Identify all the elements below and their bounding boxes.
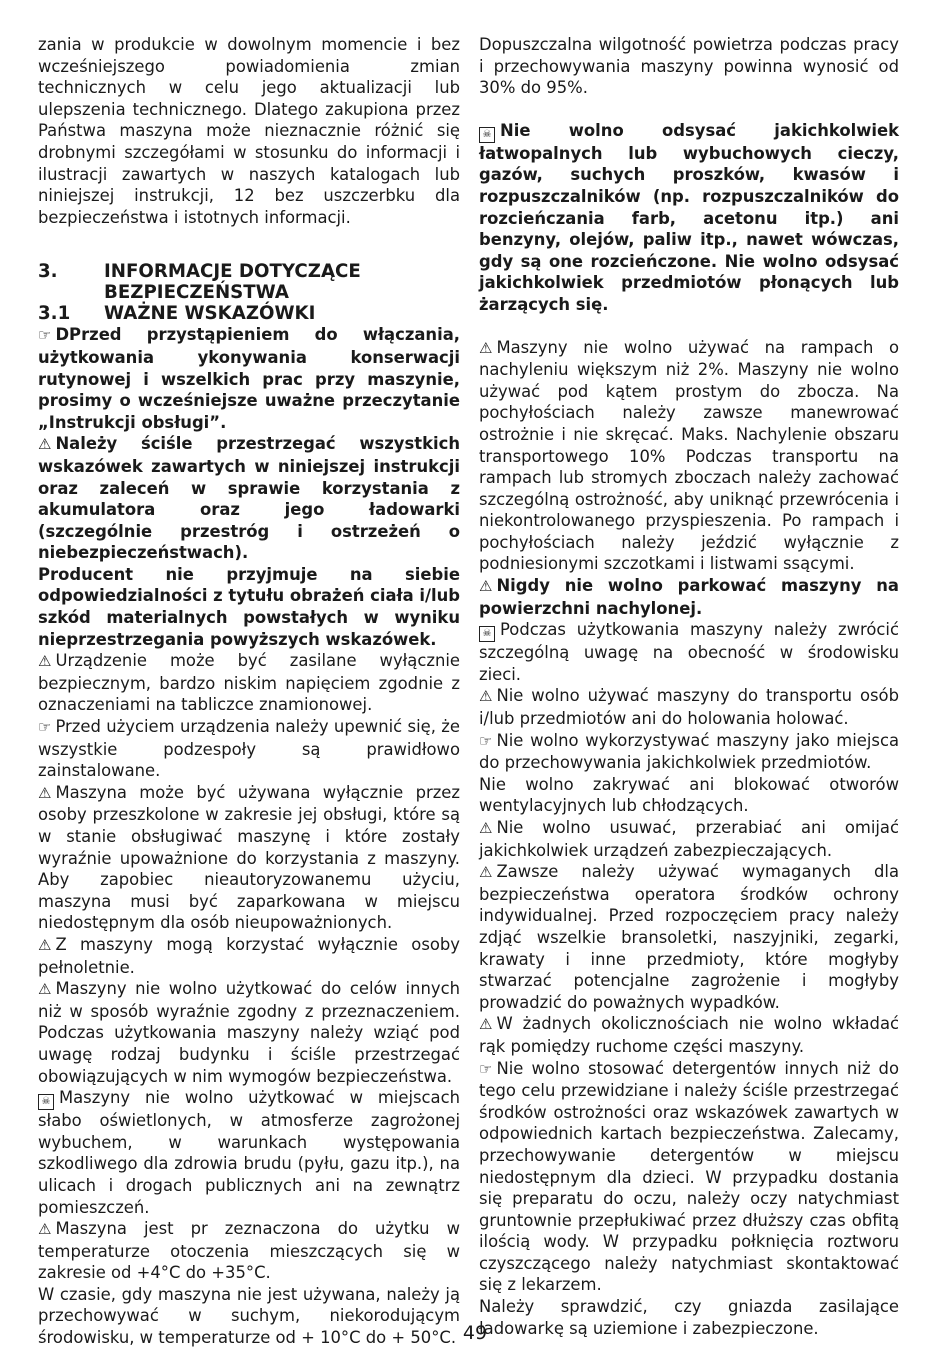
- components-check-note: ☞ Przed użyciem urządzenia należy upewnić się, że wszystkie podzespoły są prawidłowo zainstalowane.: [38, 717, 460, 781]
- instruction-follow-guidelines: ⚠ Należy ściśle przestrzegać wszystkich wskazówek zawartych w niniejszej instrukcji oraz zaleceń w sprawie korzystania z akumulatora oraz jego ładowarki (szczególnie przestróg i ostrzeżeń o niebezpieczeństwach).: [38, 434, 460, 563]
- hazard-box-icon: ☠: [479, 626, 495, 642]
- subsection-number: 3.1: [38, 303, 71, 325]
- page-number: 49: [462, 1322, 488, 1344]
- instruction-read-manual: ☞ DPrzed przystąpieniem do włączania, użytkowania ykonywania konserwacji rutynowej i wszelkich prac przy maszynie, prosimy o wcześniejsze uważne przeczytanie „Instrukcji obsługi”.: [38, 325, 460, 432]
- grounding-note: Należy sprawdzić, czy gniazda zasilające ładowarkę są uziemione i zabezpieczone.: [479, 1297, 899, 1338]
- warning-triangle-icon: ⚠: [38, 980, 52, 999]
- forbidden-locations-note: ☠ Maszyny nie wolno użytkować w miejscach słabo oświetlonych, w atmosferze zagrożonej wybuchem, w warunkach występowania szkodliwego dla zdrowia brudu (pyłu, gazu itp.), na ulicach i drogach publicznych ani na zewnątrz pomieszczeń.: [38, 1088, 460, 1217]
- adults-only-note: ⚠ Z maszyny mogą korzystać wyłącznie osoby pełnoletnie.: [38, 934, 460, 977]
- warning-triangle-icon: ⚠: [38, 935, 52, 954]
- detergents-note: ☞ Nie wolno stosować detergentów innych niż do tego celu przewidziane i należy ściśle przestrzegać środków ostrożności oraz wskazówek zawartych w odpowiednich kartach bezpieczeństwa. Zalecamy, przechowywanie detergentów w miejscu niedostępnym dla dzieci. W przypadku dostania się preparatu do oczu, należy oczy natychmiast gruntownie przepłukiwać przez dłuższy czas obfitą ilością wody. W przypadku połknięcia roztworu czyszczącego należy natychmiast skontaktować się z lekarzem.: [479, 1058, 899, 1295]
- warning-triangle-icon: ⚠: [38, 1220, 52, 1239]
- storage-note: W czasie, gdy maszyna nie jest używana, należy ją przechowywać w suchym, niekorodującym środowisku, w temperaturze od + 10°C do + 50°C.: [38, 1284, 460, 1348]
- no-parking-slope-warning: ⚠ Nigdy nie wolno parkować maszyny na powierzchni nachylonej.: [479, 576, 899, 618]
- warning-triangle-icon: ⚠: [479, 1015, 493, 1034]
- hazard-box-icon: ☠: [38, 1094, 54, 1110]
- warning-triangle-icon: ⚠: [38, 783, 52, 802]
- ramps-slope-note: ⚠ Maszyny nie wolno używać na rampach o nachyleniu większym niż 2%. Maszyny nie wolno używać pod kątem prostym do zbocza. Na pochyłościach należy zawsze manewrować ostrożnie i nie skręcać. Maks. Nachylenie obszaru transportowego 10% Podczas transportu na rampach lub stromych zboczach należy zachować szczególną ostrożność, aby uniknąć przewrócenia i niekontrolowanego przyspieszenia. Po rampach i pochyłościach należy jeździć wyłącznie z podniesionymi szczotkami i listwami ssącymi.: [479, 337, 899, 574]
- moving-parts-note: ⚠ W żadnych okolicznościach nie wolno wkładać rąk pomiędzy ruchome części maszyny.: [479, 1014, 899, 1056]
- pointing-hand-icon: ☞: [479, 1059, 493, 1078]
- trained-operators-note: ⚠ Maszyna może być używana wyłącznie przez osoby przeszkolone w zakresie jej obsługi, które są w stanie obsługiwać maszynę i które zostały wyraźnie upoważnione do korzystania z maszyny. Aby zapobiec nieautoryzowanemu użyciu, maszyna musi być zaparkowana w miejscu niedostępnym dla osób nieupoważnionych.: [38, 782, 460, 933]
- section-heading: [38, 261, 460, 303]
- section-title: INFORMACJE DOTYCZĄCE BEZPIECZEŃSTWA: [104, 261, 361, 304]
- warning-triangle-icon: ⚠: [479, 687, 493, 706]
- hazard-box-icon: ☠: [479, 127, 495, 143]
- pointing-hand-icon: ☞: [479, 731, 493, 750]
- safety-devices-note: ⚠ Nie wolno usuwać, przerabiać ani omijać jakichkolwiek urządzeń zabezpieczających.: [479, 818, 899, 860]
- protective-equipment-note: ⚠ Zawsze należy używać wymaganych dla bezpieczeństwa operatora środków ochrony indywidualnej. Przed rozpoczęciem pracy należy zdjąć wszelkie bransoletki, naszyjniki, zegarki, krawaty i inne przedmioty, które mogłyby stwarzać potencjalne zagrożenie i mogłyby prowadzić do poważnych wypadków.: [479, 862, 899, 1012]
- no-flammables-warning: ☠ Nie wolno odsysać jakichkolwiek łatwopalnych lub wybuchowych cieczy, gazów, suchych proszków, kwasów i rozpuszczalników (np. rozpuszczalników do rozcieńczania farb, acetonu itp.) ani benzyny, olejów, paliw itp., nawet wówczas, gdy są one rozcieńczone. Nie wolno odsysać jakichkolwiek przedmiotów płonących lub żarzących się.: [479, 120, 899, 314]
- intro-paragraph: zania w produkcie w dowolnym momencie i bez wcześniejszego powiadomienia zmian technicznych w celu jego aktualizacji lub ulepszenia technicznego. Dlatego zakupiona przez Państwa maszyna może nieznacznie różnić się drobnymi szczegółami w stosunku do informacji i ilustracji zawartych w naszych katalogach lub niniejszej instrukcji, 12 bez uszczerbku dla bezpieczeństwa i istotnych informacji.: [38, 35, 460, 227]
- no-transport-note: ⚠ Nie wolno używać maszyny do transportu osób i/lub przedmiotów ani do holowania holować.: [479, 686, 899, 729]
- warning-triangle-icon: ⚠: [38, 652, 52, 671]
- children-note: ☠ Podczas użytkowania maszyny należy zwrócić szczególną uwagę na obecność w środowisku zieci.: [479, 620, 899, 684]
- warning-triangle-icon: ⚠: [479, 338, 493, 357]
- humidity-note: Dopuszczalna wilgotność powietrza podczas pracy i przechowywania maszyny powinna wynosić od 30% do 95%.: [479, 35, 899, 98]
- subsection-title: WAŻNE WSKAZÓWKI: [104, 303, 316, 325]
- intended-use-note: ⚠ Maszyny nie wolno użytkować do celów innych niż w sposób wyraźnie zgodny z przeznaczeniem. Podczas użytkowania maszyny należy wziąć pod uwagę rodzaj budynku i ściśle przestrzegać obowiązujących w nim wymogów bezpieczeństwa.: [38, 979, 460, 1086]
- no-storage-note: ☞ Nie wolno wykorzystywać maszyny jako miejsca do przechowywania jakichkolwiek przedmiotów.: [479, 730, 899, 773]
- warning-triangle-icon: ⚠: [38, 435, 52, 454]
- pointing-hand-icon: ☞: [38, 326, 52, 345]
- warning-triangle-icon: ⚠: [479, 863, 493, 882]
- ventilation-note: Nie wolno zakrywać ani blokować otworów wentylacyjnych lub chłodzących.: [479, 774, 899, 816]
- liability-disclaimer: Producent nie przyjmuje na siebie odpowiedzialności z tytułu obrażeń ciała i/lub szkód materialnych powstałych w wyniku nieprzestrzegania powyższych wskazówek.: [38, 564, 460, 649]
- subsection-heading: [38, 303, 460, 324]
- warning-triangle-icon: ⚠: [479, 819, 493, 837]
- left-column: [38, 34, 460, 1349]
- temperature-use-note: ⚠ Maszyna jest pr zeznaczona do użytku w temperaturze otoczenia mieszczących się w zakresie od +4°C do +35°C.: [38, 1219, 460, 1283]
- warning-triangle-icon: ⚠: [479, 577, 493, 596]
- safety-voltage-note: ⚠ Urządzenie może być zasilane wyłącznie bezpiecznym, bardzo niskim napięciem zgodnie z oznaczeniami na tabliczce znamionowej.: [38, 651, 460, 715]
- pointing-hand-icon: ☞: [38, 718, 52, 737]
- section-number: 3.: [38, 261, 58, 283]
- right-column: [479, 34, 899, 1339]
